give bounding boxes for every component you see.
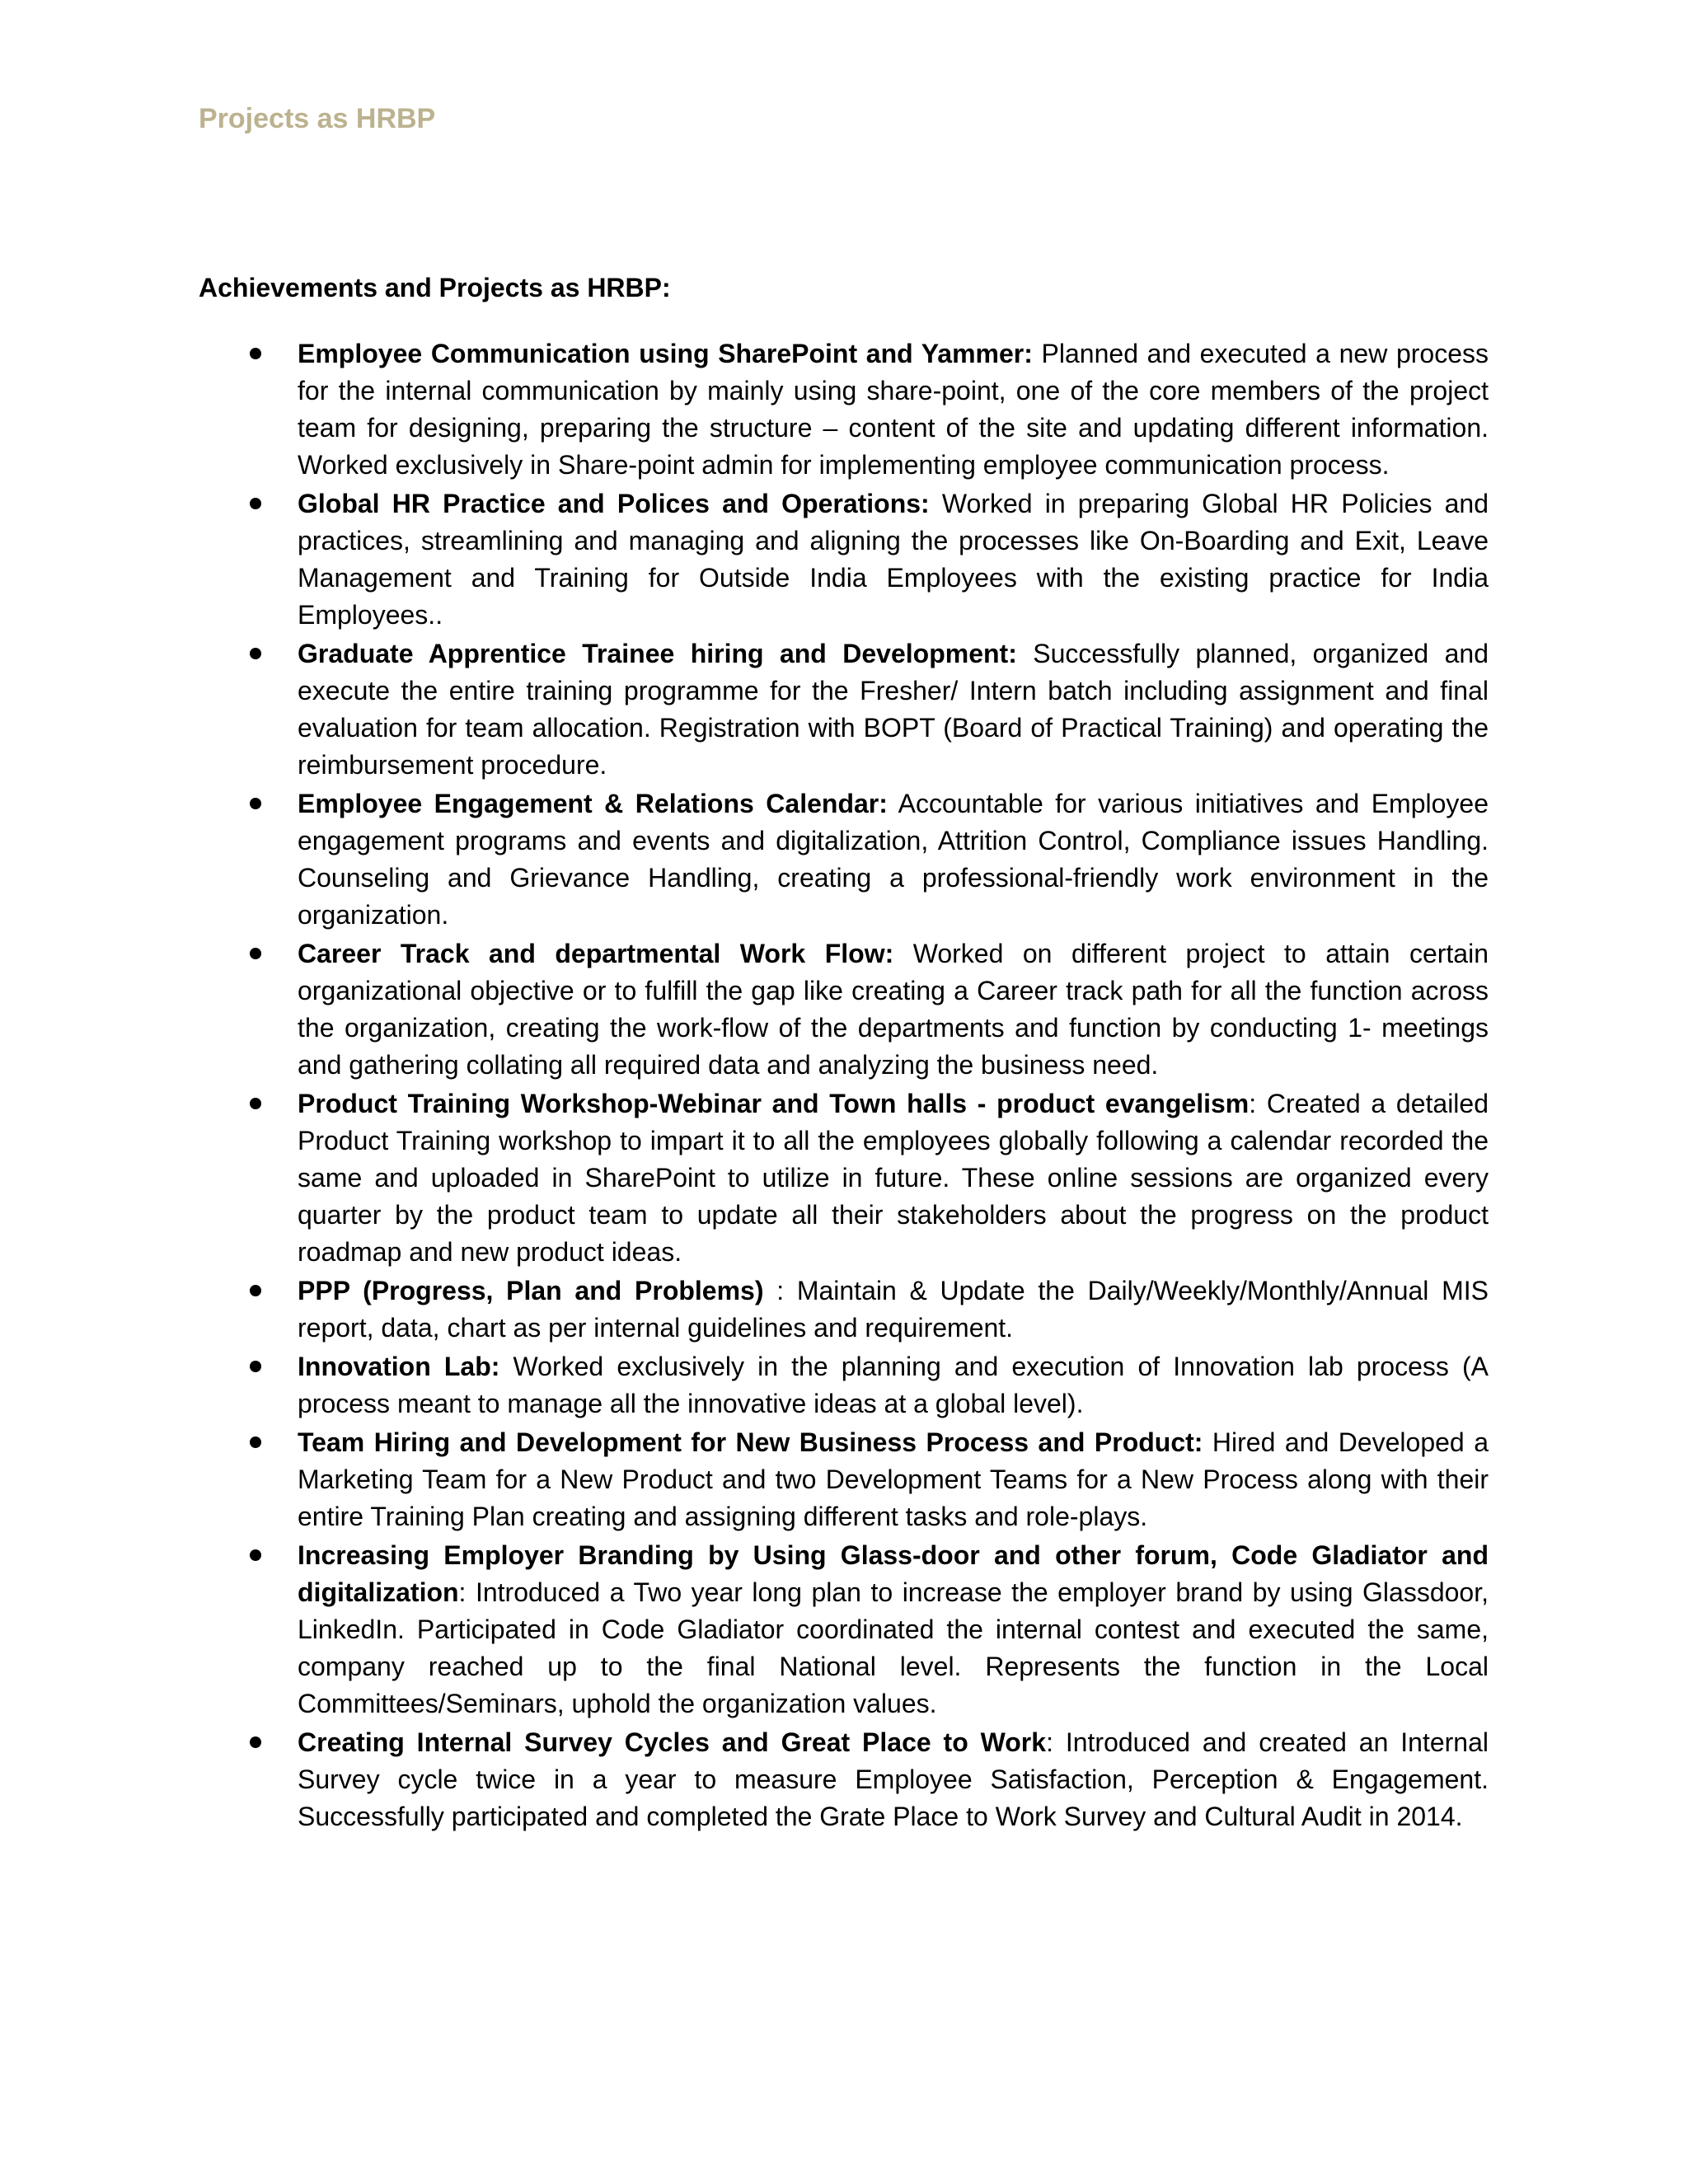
bullet-icon	[250, 1098, 261, 1109]
item-title: Employee Communication using SharePoint and Yammer:	[298, 339, 1033, 368]
list-item	[199, 335, 1489, 484]
item-text: Worked in preparing Global HR Policies and practices, streamlining and managing and aligning the processes like On-Boarding and Exit, Leave Management and Training for Outside India Employees with the existing practice for India Employees..	[298, 489, 1489, 630]
bullet-icon	[250, 1549, 261, 1561]
bullet-icon	[250, 1285, 261, 1296]
page-header-title: Projects as HRBP	[199, 103, 436, 134]
list-item	[199, 1348, 1489, 1422]
bullet-icon	[250, 498, 261, 509]
section-heading: Achievements and Projects as HRBP:	[199, 273, 671, 302]
item-title: PPP (Progress, Plan and Problems)	[298, 1276, 764, 1305]
item-title: Innovation Lab:	[298, 1352, 500, 1381]
item-title: Product Training Workshop-Webinar and Town halls - product evangelism	[298, 1089, 1250, 1118]
bullet-icon	[250, 348, 261, 359]
item-text: Accountable for various initiatives and Employee engagement programs and events and digitalization, Attrition Control, Compliance issues Handling. Counseling and Grievance Handling, creating a professional-friendly work environment in the organization.	[298, 789, 1489, 930]
item-text: Worked on different project to attain certain organizational objective or to fulfill the gap like creating a Career track path for all the function across the organization, creating the work-flow of the departments and function by conducting 1- meetings and gathering collating all required data and analyzing the business need.	[298, 939, 1489, 1080]
list-item	[199, 785, 1489, 934]
bullet-icon	[250, 798, 261, 809]
item-text: : Introduced and created an Internal Survey cycle twice in a year to measure Employee Satisfaction, Perception & Engagement. Successfully participated and completed the Grate Place to Work Survey and Cultural Audit in 2014.	[298, 1727, 1489, 1831]
item-title: Global HR Practice and Polices and Operations:	[298, 489, 930, 518]
list-item	[199, 1085, 1489, 1271]
item-title: Employee Engagement & Relations Calendar:	[298, 789, 888, 818]
item-title: Team Hiring and Development for New Business Process and Product:	[298, 1427, 1203, 1457]
list-item	[199, 1424, 1489, 1535]
item-title: Career Track and departmental Work Flow:	[298, 939, 894, 968]
item-text: Hired and Developed a Marketing Team for a New Product and two Development Teams for a New Process along with their entire Training Plan creating and assigning different tasks and role-plays.	[298, 1427, 1489, 1531]
item-text: Worked exclusively in the planning and execution of Innovation lab process (A process meant to manage all the innovative ideas at a global level).	[298, 1352, 1489, 1418]
list-item	[199, 485, 1489, 634]
list-item	[199, 1724, 1489, 1835]
list-item	[199, 1537, 1489, 1722]
item-text: : Introduced a Two year long plan to increase the employer brand by using Glassdoor, LinkedIn. Participated in Code Gladiator coordinated the internal contest and executed the same, company reached up to the final National level. Represents the function in the Local Committees/Seminars, uphold the organization values.	[298, 1577, 1489, 1718]
item-title: Increasing Employer Branding by Using Glass-door and other forum, Code Gladiator and digitalization	[298, 1540, 1489, 1607]
bullet-icon	[250, 1361, 261, 1372]
list-item	[199, 1272, 1489, 1347]
bullet-icon	[250, 1736, 261, 1748]
item-text: Planned and executed a new process for the internal communication by mainly using share-point, one of the core members of the project team for designing, preparing the structure – content of the site and updating different information. Worked exclusively in Share-point admin for implementing employee communication process.	[298, 339, 1489, 480]
list-item	[199, 635, 1489, 784]
item-title: Creating Internal Survey Cycles and Great Place to Work	[298, 1727, 1047, 1757]
item-text: : Maintain & Update the Daily/Weekly/Monthly/Annual MIS report, data, chart as per internal guidelines and requirement.	[298, 1276, 1489, 1343]
bullet-icon	[250, 948, 261, 959]
list-item	[199, 935, 1489, 1084]
item-text: Successfully planned, organized and execute the entire training programme for the Fresher/ Intern batch including assignment and final evaluation for team allocation. Registration with BOPT (Board of Practical Training) and operating the reimbursement procedure.	[298, 639, 1489, 780]
item-text: : Created a detailed Product Training workshop to impart it to all the employees globally following a calendar recorded the same and uploaded in SharePoint to utilize in future. These online sessions are organized every quarter by the product team to update all their stakeholders about the progress on the product roadmap and new product ideas.	[298, 1089, 1489, 1267]
item-title: Graduate Apprentice Trainee hiring and Development:	[298, 639, 1017, 668]
bullet-icon	[250, 1436, 261, 1448]
document-body	[199, 268, 1489, 1837]
bullet-icon	[250, 648, 261, 659]
achievements-list	[199, 335, 1489, 1835]
